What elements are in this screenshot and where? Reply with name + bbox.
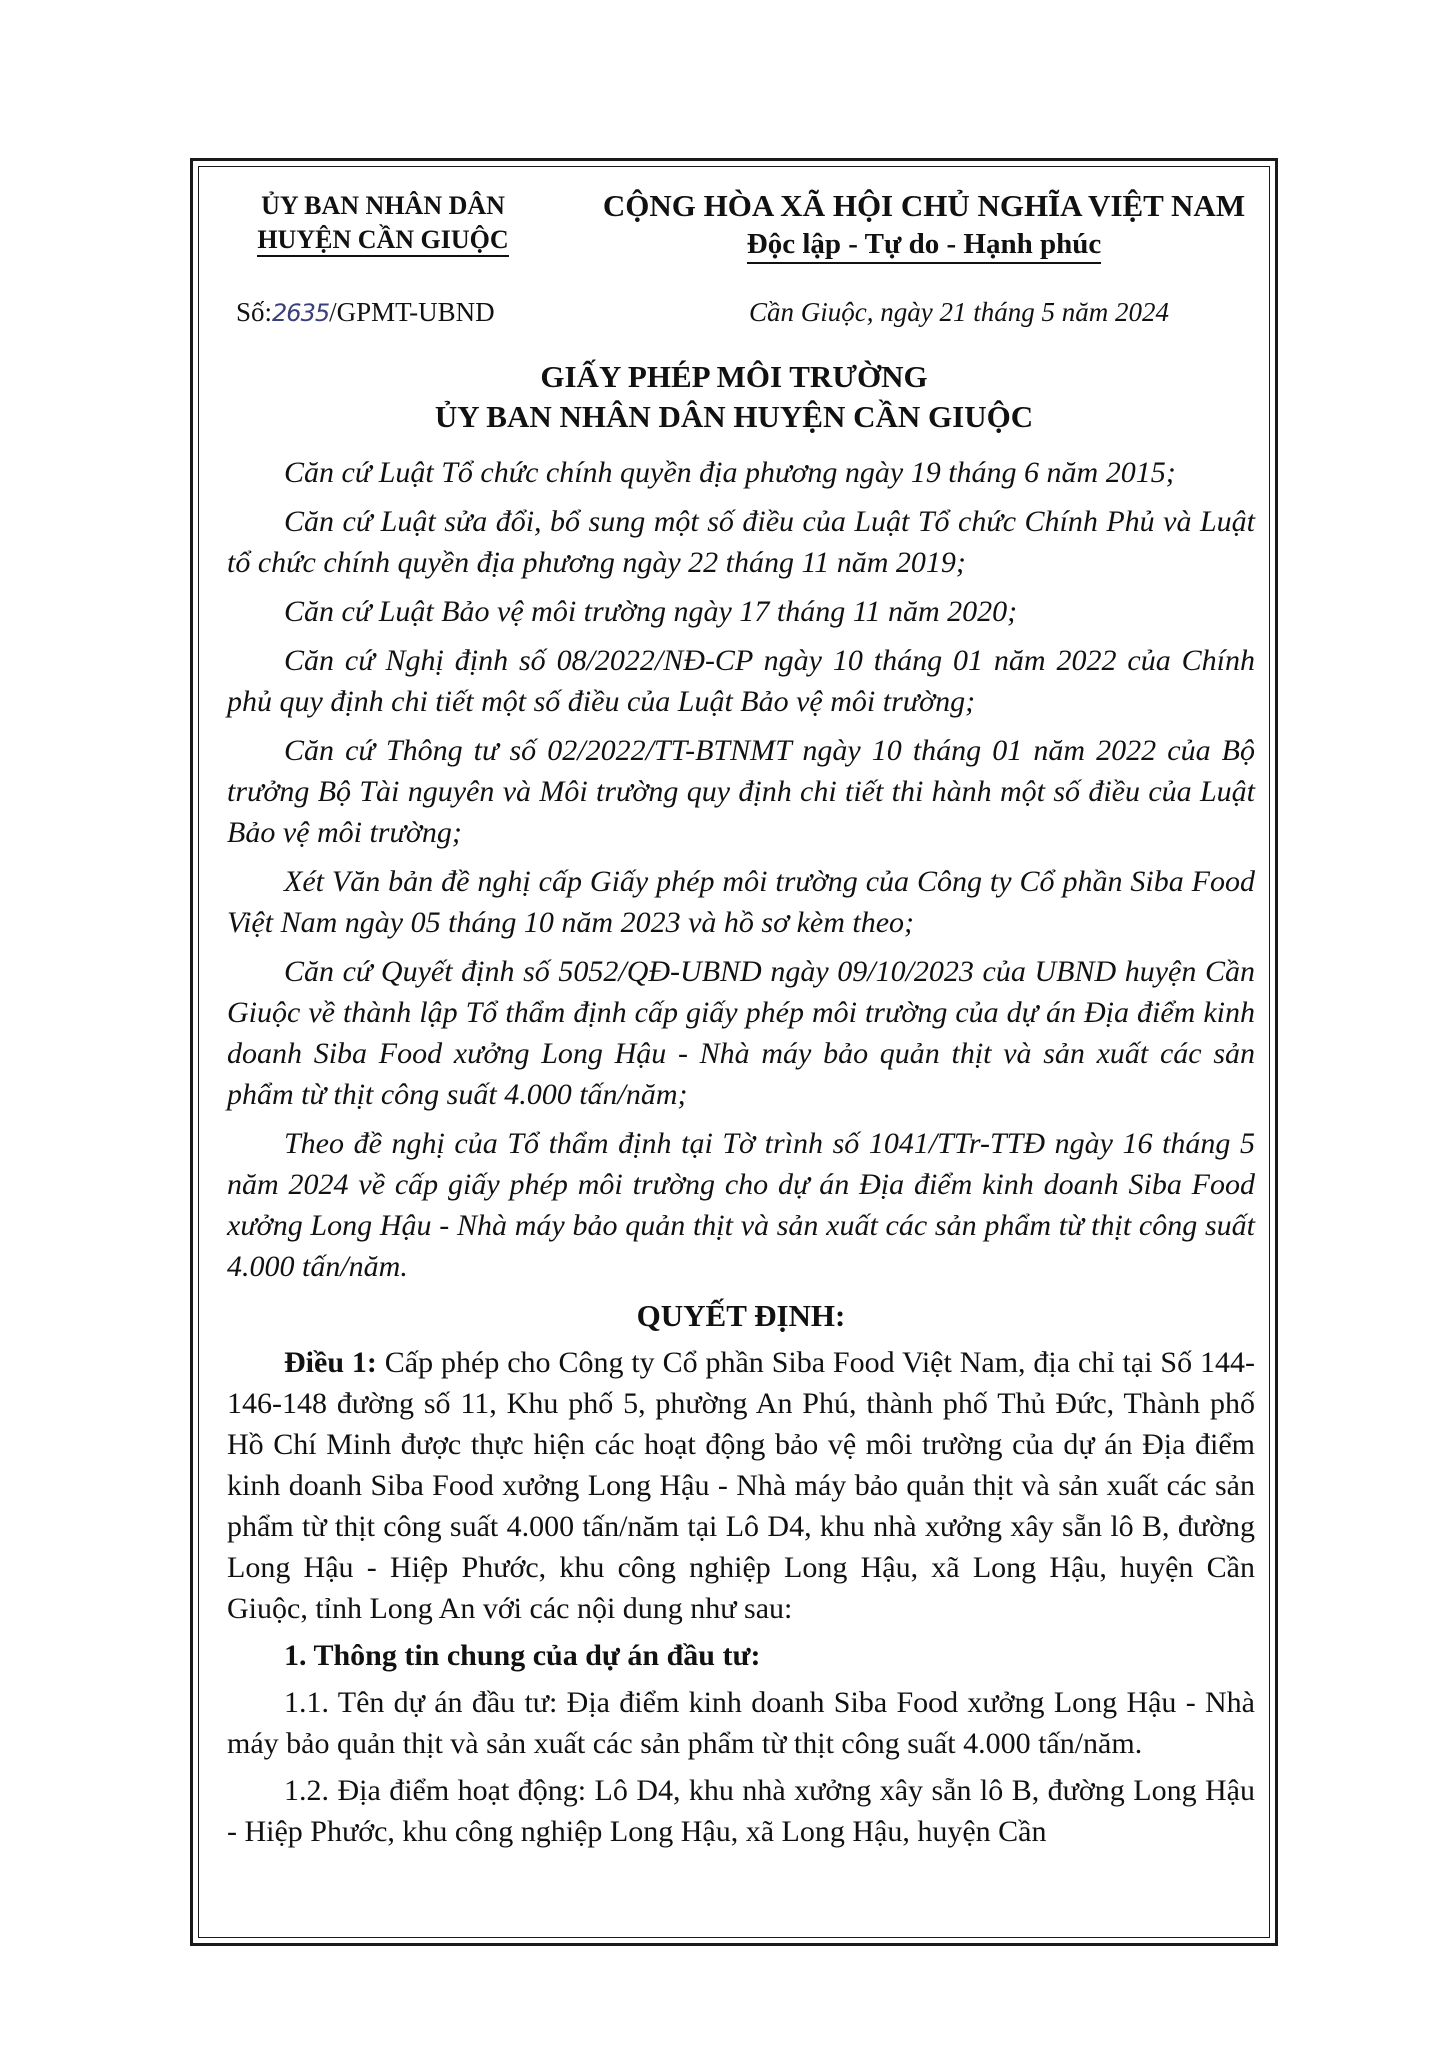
legal-basis-1: Căn cứ Luật Tổ chức chính quyền địa phương ngày 19 tháng 6 năm 2015;	[284, 456, 1176, 489]
document-border	[190, 158, 1278, 1946]
national-motto-wrap	[579, 227, 1269, 261]
national-title: CỘNG HÒA XÃ HỘI CHỦ NGHĨA VIỆT NAM	[602, 188, 1246, 223]
legal-basis-7: Căn cứ Quyết định số 5052/QĐ-UBND ngày 09/10/2023 của UBND huyện Cần Giuộc về thành lập Tổ thẩm định cấp giấy phép môi trường của dự án Địa điểm kinh doanh Siba Food xưởng Long Hậu - Nhà máy bảo quản thịt và sản xuất các sản phẩm từ thịt công suất 4.000 tấn/năm;	[227, 955, 1255, 1111]
national-motto: Độc lập - Tự do - Hạnh phúc	[747, 228, 1102, 264]
article-1-text: Cấp phép cho Công ty Cổ phần Siba Food Việt Nam, địa chỉ tại Số 144-146-148 đường số 11, Khu phố 5, phường An Phú, thành phố Thủ Đức, Thành phố Hồ Chí Minh được thực hiện các hoạt động bảo vệ môi trường của dự án Địa điểm kinh doanh Siba Food xưởng Long Hậu - Nhà máy bảo quản thịt và sản xuất các sản phẩm từ thịt công suất 4.000 tấn/năm tại Lô D4, khu nhà xưởng xây sẵn lô B, đường Long Hậu - Hiệp Phước, khu công nghiệp Long Hậu, xã Long Hậu, huyện Cần Giuộc, tỉnh Long An với các nội dung như sau:	[227, 1346, 1255, 1625]
document-inner-border	[198, 166, 1270, 1938]
issuing-agency	[205, 189, 561, 257]
section-1-heading: 1. Thông tin chung của dự án đầu tư:	[284, 1639, 761, 1672]
legal-basis-6: Xét Văn bản đề nghị cấp Giấy phép môi trường của Công ty Cổ phần Siba Food Việt Nam ngày 05 tháng 10 năm 2023 và hồ sơ kèm theo;	[227, 865, 1255, 939]
number-prefix: Số:	[236, 297, 273, 327]
document-body	[227, 452, 1255, 1858]
item-1-1: 1.1. Tên dự án đầu tư: Địa điểm kinh doanh Siba Food xưởng Long Hậu - Nhà máy bảo quản thịt và sản xuất các sản phẩm từ thịt công suất 4.000 tấn/năm.	[227, 1686, 1255, 1760]
agency-line-2: HUYỆN CẦN GIUỘC	[257, 225, 508, 257]
agency-line-1: ỦY BAN NHÂN DÂN	[261, 191, 505, 220]
document-number	[236, 295, 495, 330]
legal-basis-8: Theo đề nghị của Tổ thẩm định tại Tờ trình số 1041/TTr-TTĐ ngày 16 tháng 5 năm 2024 về cấp giấy phép môi trường cho dự án Địa điểm kinh doanh Siba Food xưởng Long Hậu - Nhà máy bảo quản thịt và sản xuất các sản phẩm từ thịt công suất 4.000 tấn/năm.	[227, 1127, 1255, 1283]
document-subtitle: ỦY BAN NHÂN DÂN HUYỆN CẦN GIUỘC	[434, 399, 1034, 434]
legal-basis-5: Căn cứ Thông tư số 02/2022/TT-BTNMT ngày 10 tháng 01 năm 2022 của Bộ trưởng Bộ Tài nguyên và Môi trường quy định chi tiết thi hành một số điều của Luật Bảo vệ môi trường;	[227, 734, 1255, 849]
document-title: GIẤY PHÉP MÔI TRƯỜNG	[540, 359, 928, 394]
number-suffix: /GPMT-UBND	[329, 297, 495, 327]
document-date: Cần Giuộc, ngày 21 tháng 5 năm 2024	[749, 297, 1169, 327]
decision-heading: QUYẾT ĐỊNH:	[636, 1298, 846, 1333]
legal-basis-2: Căn cứ Luật sửa đổi, bổ sung một số điều của Luật Tổ chức Chính Phủ và Luật tổ chức chính quyền địa phương ngày 22 tháng 11 năm 2019;	[227, 505, 1255, 579]
document-header	[199, 189, 1269, 269]
handwritten-number: 2635	[272, 299, 330, 327]
article-1-label: Điều 1:	[284, 1346, 377, 1379]
article-1	[227, 1342, 1255, 1629]
legal-basis-3: Căn cứ Luật Bảo vệ môi trường ngày 17 tháng 11 năm 2020;	[284, 595, 1018, 628]
item-1-2: 1.2. Địa điểm hoạt động: Lô D4, khu nhà xưởng xây sẵn lô B, đường Long Hậu - Hiệp Phước, khu công nghiệp Long Hậu, xã Long Hậu, huyện Cần	[227, 1774, 1255, 1848]
agency-line-2-wrap	[205, 223, 561, 257]
legal-basis-4: Căn cứ Nghị định số 08/2022/NĐ-CP ngày 10 tháng 01 năm 2022 của Chính phủ quy định chi tiết một số điều của Luật Bảo vệ môi trường;	[227, 644, 1255, 718]
